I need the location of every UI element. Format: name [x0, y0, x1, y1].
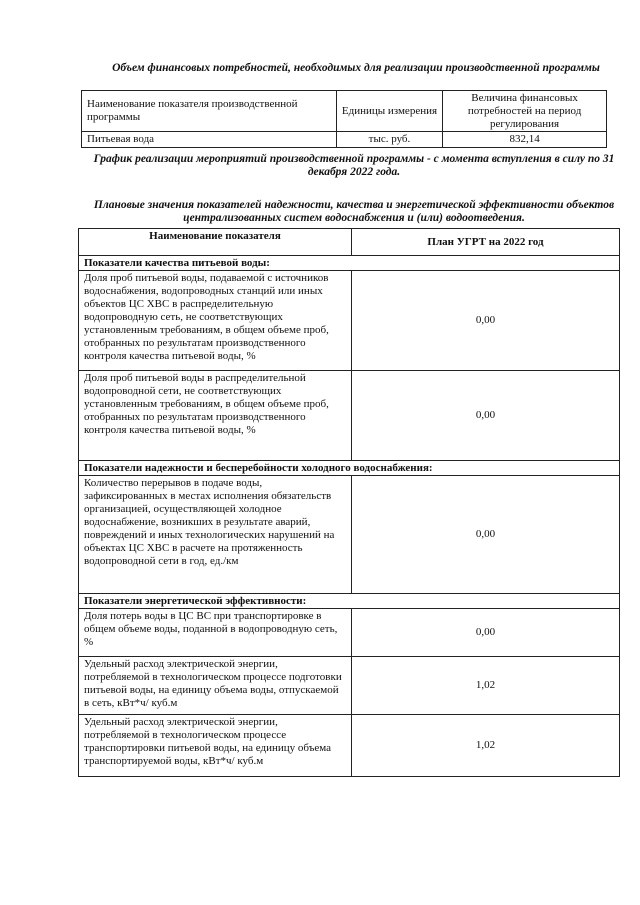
indicator-value: 0,00 — [352, 609, 620, 657]
header-unit: Единицы измерения — [336, 91, 442, 132]
indicator-name: Удельный расход электрической энергии, потребляемой в технологическом процессе подготовки питьевой воды, на единицу объема воды, отпускаемой в сеть, кВт*ч/ куб.м — [79, 657, 352, 715]
table-row — [79, 371, 620, 461]
table-header-row — [79, 229, 620, 256]
table-row — [79, 271, 620, 371]
section-row — [79, 256, 620, 271]
indicator-value: 0,00 — [352, 271, 620, 371]
indicator-name: Доля потерь воды в ЦС ВС при транспортировке в общем объеме воды, поданной в водопроводную сеть, % — [79, 609, 352, 657]
table-row — [82, 132, 607, 148]
section-title-energy: Показатели энергетической эффективности: — [79, 594, 620, 609]
indicator-value: 0,00 — [352, 476, 620, 594]
table-header-row — [82, 91, 607, 132]
financial-table — [81, 90, 607, 148]
row-name: Питьевая вода — [82, 132, 337, 148]
indicators-heading: Плановые значения показателей надежности, качества и энергетической эффективности объектов централизованных систем водоснабжения и (или) водоотведения. — [93, 199, 615, 224]
header-plan: План УГРТ на 2022 год — [352, 229, 620, 256]
header-financial-needs: Величина финансовых потребностей на период регулирования — [443, 91, 607, 132]
indicator-value: 1,02 — [352, 715, 620, 777]
header-indicator-name: Наименование показателя производственной программы — [82, 91, 337, 132]
indicator-name: Количество перерывов в подаче воды, зафиксированных в местах исполнения обязательств организацией, осуществляющей холодное водоснабжение, возникших в результате аварий, повреждений и иных технологических нарушений на объектах ЦС ХВС в расчете на протяженность водопроводной сети в год, ед./км — [79, 476, 352, 594]
table-row — [79, 476, 620, 594]
header-indicator-name: Наименование показателя — [79, 229, 352, 256]
section-title-quality: Показатели качества питьевой воды: — [79, 256, 620, 271]
indicator-value: 1,02 — [352, 657, 620, 715]
table-row — [79, 657, 620, 715]
financial-heading: Объем финансовых потребностей, необходимых для реализации производственной программы — [112, 62, 600, 74]
indicator-value: 0,00 — [352, 371, 620, 461]
row-unit: тыс. руб. — [336, 132, 442, 148]
indicators-table — [78, 228, 620, 777]
indicator-name: Доля проб питьевой воды в распределительной водопроводной сети, не соответствующих установленным требованиям, в общем объеме проб, отобранных по результатам производственного контроля качества питьевой воды, % — [79, 371, 352, 461]
section-title-reliability: Показатели надежности и бесперебойности холодного водоснабжения: — [79, 461, 620, 476]
indicator-name: Удельный расход электрической энергии, потребляемой в технологическом процессе транспортировки питьевой воды, на единицу объема транспортируемой воды, кВт*ч/ куб.м — [79, 715, 352, 777]
schedule-heading: График реализации мероприятий производственной программы - с момента вступления в силу по 31 декабря 2022 года. — [93, 153, 615, 178]
row-value: 832,14 — [443, 132, 607, 148]
indicator-name: Доля проб питьевой воды, подаваемой с источников водоснабжения, водопроводных станций или иных объектов ЦС ХВС в распределительную водопроводную сеть, не соответствующих установленным требованиям, в общем объеме проб, отобранных по результатам производственного контроля качества питьевой воды, % — [79, 271, 352, 371]
section-row — [79, 461, 620, 476]
section-row — [79, 594, 620, 609]
table-row — [79, 715, 620, 777]
table-row — [79, 609, 620, 657]
